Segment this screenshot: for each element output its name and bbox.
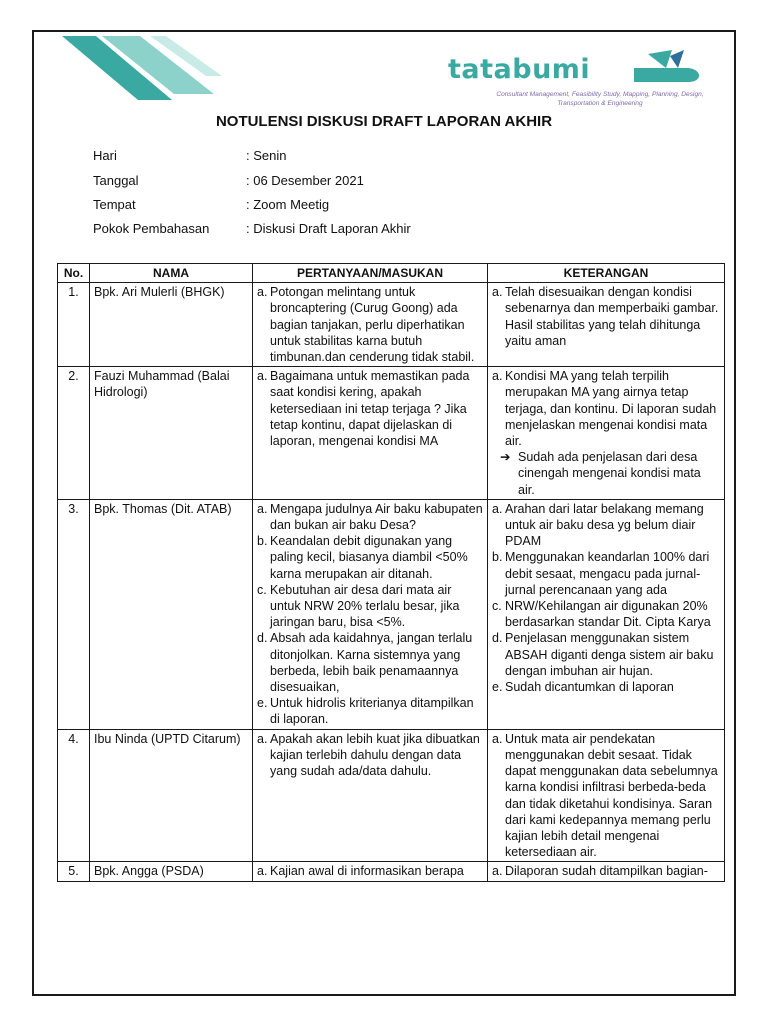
item-letter: c. [257, 582, 267, 597]
decorative-stripes [62, 36, 222, 100]
meta-value: : 06 Desember 2021 [246, 173, 364, 188]
item-letter: b. [492, 550, 503, 565]
row-number: 5. [58, 862, 90, 881]
table-row [58, 499, 725, 729]
row-keterangan [488, 283, 725, 367]
item-letter: b. [257, 534, 268, 549]
row-number: 2. [58, 367, 90, 500]
meta-tanggal [93, 173, 364, 188]
list-item [492, 731, 720, 861]
meta-value: : Zoom Meetig [246, 197, 330, 212]
company-logo [448, 48, 708, 112]
row-pertanyaan [253, 729, 488, 862]
row-pertanyaan [253, 862, 488, 881]
item-letter: a. [492, 285, 503, 300]
arrow-note-text: Sudah ada penjelasan dari desa cinengah mengenai kondisi mata air. [518, 450, 701, 497]
item-letter: a. [492, 864, 503, 879]
row-number: 1. [58, 283, 90, 367]
document-title: NOTULENSI DISKUSI DRAFT LAPORAN AKHIR [215, 113, 553, 130]
list-item [492, 598, 720, 630]
item-letter: c. [492, 599, 502, 614]
item-letter: a. [492, 731, 503, 746]
header-pertanyaan: PERTANYAAN/MASUKAN [253, 264, 488, 283]
table-row [58, 862, 725, 881]
item-text: Keandalan debit digunakan yang paling kecil, biasanya diambil <50% karna merupakan air ditanah. [270, 534, 468, 581]
item-letter: a. [257, 864, 268, 879]
logo-wordmark: tatabumi [448, 54, 591, 85]
item-text: Absah ada kaidahnya, jangan terlalu ditonjolkan. Karna sistemnya yang berbeda, lebih baik penamaannya disesuaikan, [270, 631, 473, 695]
list-item [257, 368, 483, 449]
row-nama: Bpk. Angga (PSDA) [90, 862, 253, 881]
row-nama: Bpk. Thomas (Dit. ATAB) [90, 499, 253, 729]
logo-mark-icon [624, 48, 708, 88]
meta-value: : Diskusi Draft Laporan Akhir [246, 221, 411, 236]
row-keterangan [488, 729, 725, 862]
list-item [257, 501, 483, 533]
item-text: Telah disesuaikan dengan kondisi sebenarnya dan memperbaiki gambar. Hasil stabilitas yang telah dihitunga yaitu aman [505, 285, 719, 348]
item-text: Arahan dari latar belakang memang untuk air baku desa yg belum diair PDAM [505, 501, 704, 549]
list-item [492, 368, 720, 449]
item-letter: e. [492, 680, 503, 695]
row-pertanyaan [253, 499, 488, 729]
row-keterangan [488, 499, 725, 729]
item-text: Menggunakan keandarlan 100% dari debit sesaat, mengacu pada jurnal-jurnal perencanaan yang ada [505, 550, 710, 597]
list-item [257, 630, 483, 695]
item-text: NRW/Kehilangan air digunakan 20% berdasarkan standar Dit. Cipta Karya [505, 599, 711, 630]
minutes-table [57, 263, 725, 882]
item-letter: d. [257, 631, 268, 646]
meta-tempat [93, 197, 329, 212]
row-number: 4. [58, 729, 90, 862]
header-nama: NAMA [90, 264, 253, 283]
item-text: Bagaimana untuk memastikan pada saat kondisi kering, apakah ketersediaan ini tetap terjaga ? Jika tetap kontinu, dapat dijelaskan di laporan, mengenai kondisi MA [270, 369, 470, 449]
row-pertanyaan [253, 367, 488, 500]
item-text: Penjelasan menggunakan sistem ABSAH diganti denga sistem air baku dengan imbuhan air hujan. [505, 631, 714, 678]
item-letter: a. [257, 369, 268, 384]
list-item [492, 679, 720, 695]
row-nama: Bpk. Ari Mulerli (BHGK) [90, 283, 253, 367]
item-text: Apakah akan lebih kuat jika dibuatkan kajian terlebih dahulu dengan data yang sudah ada/data dahulu. [270, 731, 480, 779]
item-letter: d. [492, 631, 503, 646]
row-nama: Ibu Ninda (UPTD Citarum) [90, 729, 253, 862]
item-text: Sudah dicantumkan di laporan [505, 680, 674, 695]
item-letter: e. [257, 696, 268, 711]
row-nama: Fauzi Muhammad (Balai Hidrologi) [90, 367, 253, 500]
list-item [492, 630, 720, 679]
list-item [257, 284, 483, 365]
item-letter: a. [492, 369, 503, 384]
row-number: 3. [58, 499, 90, 729]
item-text: Kajian awal di informasikan berapa [270, 864, 464, 879]
row-pertanyaan [253, 283, 488, 367]
list-item [492, 549, 720, 598]
item-text: Dilaporan sudah ditampilkan bagian- [505, 864, 708, 879]
item-text: Untuk mata air pendekatan menggunakan debit sesaat. Tidak dapat menggunakan data sebelumnya karna kondisi infiltrasi berbeda-beda dan tidak diketahui kondisinya. Saran dari kami kedepannya memang perlu kajian lebih detail mengenai ketersediaan air. [505, 731, 718, 860]
list-item [492, 863, 720, 879]
arrow-right-icon: ➔ [500, 450, 511, 465]
item-letter: a. [257, 501, 268, 516]
table-row [58, 367, 725, 500]
list-item [257, 582, 483, 631]
meta-label: Tanggal [93, 173, 139, 188]
row-keterangan [488, 367, 725, 500]
item-letter: a. [257, 731, 268, 746]
list-item [492, 284, 720, 349]
list-item [257, 731, 483, 780]
meta-label: Tempat [93, 197, 136, 212]
item-text: Untuk hidrolis kriterianya ditampilkan di laporan. [270, 696, 474, 727]
list-item [257, 533, 483, 582]
list-item [257, 695, 483, 727]
meta-value: : Senin [246, 148, 287, 163]
list-item [257, 863, 483, 879]
meta-pokok [93, 221, 411, 236]
meta-hari [93, 148, 286, 163]
list-item [492, 501, 720, 550]
table-header-row [58, 264, 725, 283]
table-row [58, 283, 725, 367]
row-keterangan [488, 862, 725, 881]
header-no: No. [58, 264, 90, 283]
item-letter: a. [492, 501, 503, 516]
table-row [58, 729, 725, 862]
meta-label: Hari [93, 148, 117, 163]
meta-label: Pokok Pembahasan [93, 221, 210, 236]
header-keterangan: KETERANGAN [488, 264, 725, 283]
item-letter: a. [257, 285, 268, 300]
arrow-note [492, 449, 720, 498]
item-text: Kebutuhan air desa dari mata air untuk NRW 20% terlalu besar, jika jaringan baru, bisa <5%. [270, 582, 460, 630]
item-text: Mengapa judulnya Air baku kabupaten dan bukan air baku Desa? [270, 501, 483, 533]
item-text: Kondisi MA yang telah terpilih merupakan MA yang airnya tetap terjaga, dan kontinu. Di laporan sudah menjelaskan mengenai kondisi mata air. [505, 369, 717, 449]
item-text: Potongan melintang untuk broncaptering (Curug Goong) ada bagian tanjakan, perlu diperhatikan untuk stabilitas karna butuh timbunan.dan cenderung tidak stabil. [270, 285, 475, 365]
logo-tagline: Consultant Management, Feasibility Study, Mapping, Planning, Design, Transportation & Engineering [496, 91, 704, 107]
